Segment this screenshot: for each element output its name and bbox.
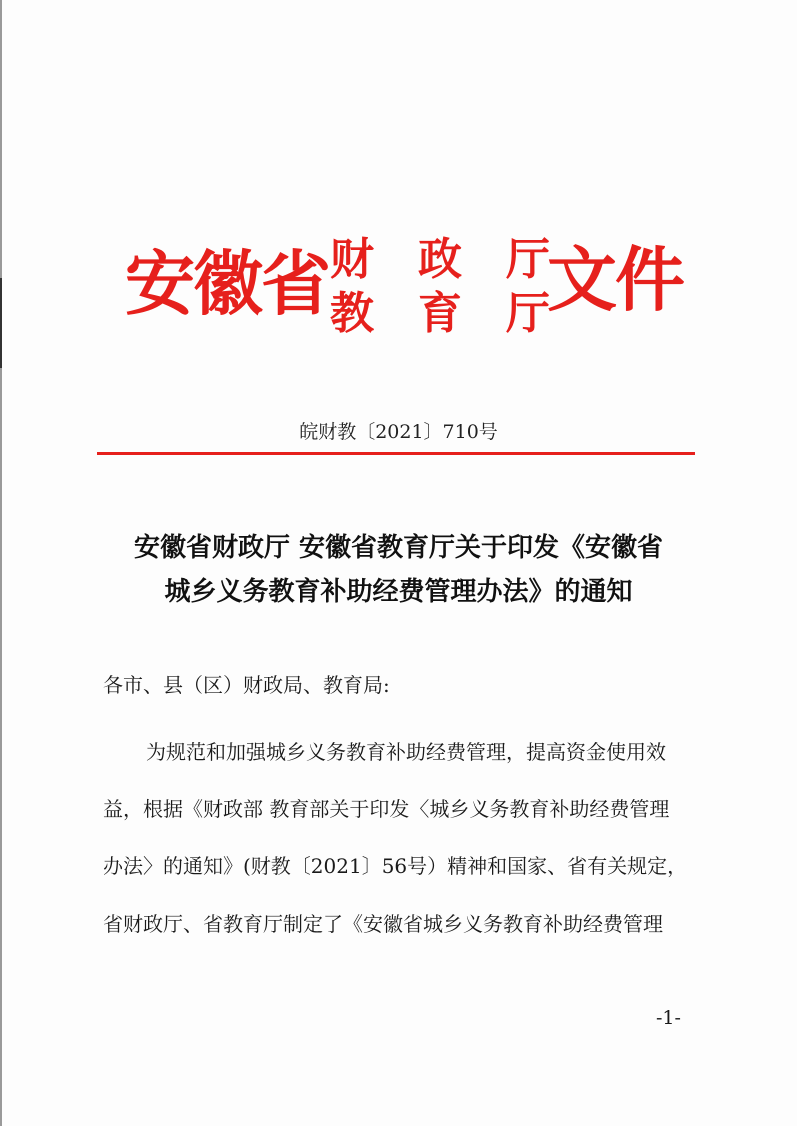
masthead-province: 安徽省 <box>125 242 329 325</box>
masthead-issuer-education <box>330 290 550 338</box>
body-line: 省财政厅、省教育厅制定了《安徽省城乡义务教育补助经费管理 <box>103 912 663 936</box>
salutation: 各市、县（区）财政局、教育局: <box>103 673 390 697</box>
document-number: 皖财教〔2021〕710号 <box>299 421 498 443</box>
body-line: 为规范和加强城乡义务教育补助经费管理，提高资金使用效 <box>146 740 666 764</box>
masthead-char: 育 <box>418 288 462 339</box>
masthead-char: 厅 <box>506 288 550 339</box>
masthead-document-label: 文件 <box>547 238 683 321</box>
masthead-char: 财 <box>330 234 374 285</box>
scan-mark <box>0 278 2 368</box>
title-line-2: 城乡义务教育补助经费管理办法》的通知 <box>164 577 633 607</box>
page-number: -1- <box>656 1007 681 1029</box>
body-line: 办法〉的通知》(财教〔2021〕56号）精神和国家、省有关规定， <box>103 854 688 878</box>
document-title <box>60 526 737 614</box>
body-line: 益，根据《财政部 教育部关于印发〈城乡义务教育补助经费管理 <box>103 797 670 821</box>
title-line-1: 安徽省财政厅 安徽省教育厅关于印发《安徽省 <box>133 533 664 563</box>
red-divider-line <box>97 452 695 455</box>
masthead-char: 厅 <box>506 234 550 285</box>
red-masthead <box>125 228 685 338</box>
masthead-char: 教 <box>330 288 374 339</box>
scan-edge <box>0 0 2 1126</box>
masthead-char: 政 <box>418 234 462 285</box>
masthead-issuer-finance <box>330 236 550 284</box>
